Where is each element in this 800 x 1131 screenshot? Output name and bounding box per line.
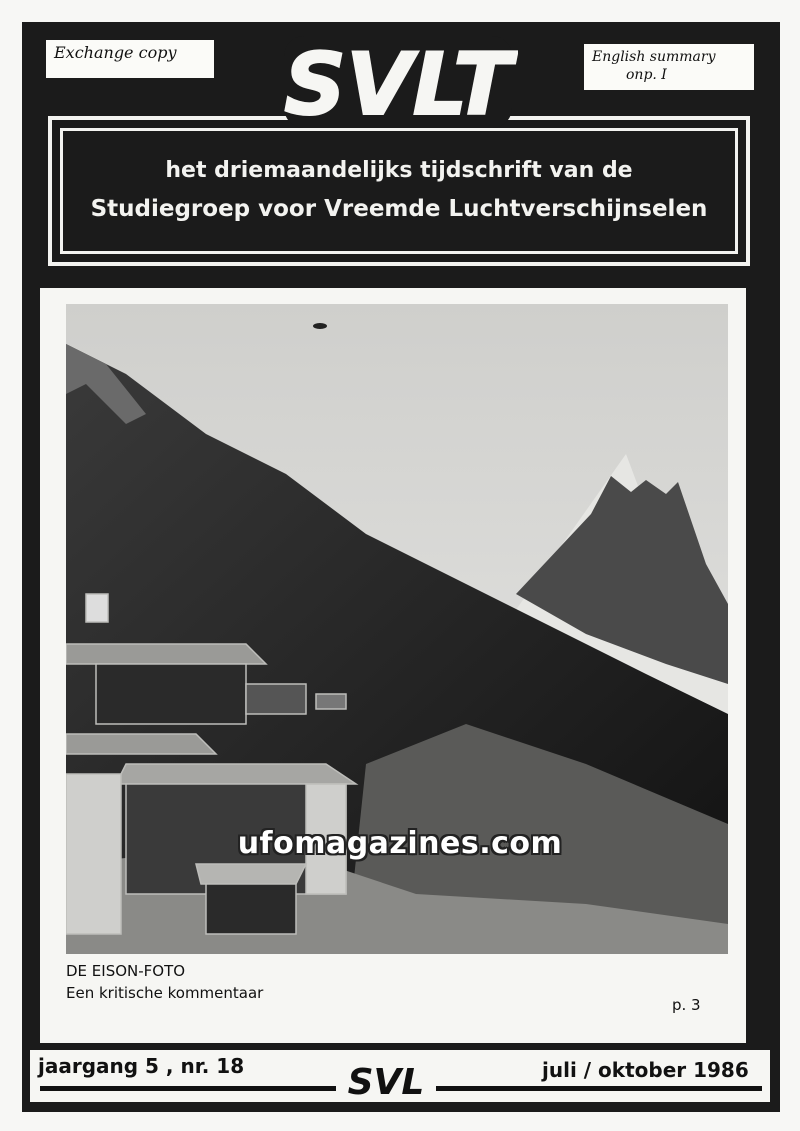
issue-date: juli / oktober 1986 bbox=[542, 1058, 749, 1082]
page-reference: p. 3 bbox=[672, 996, 701, 1014]
caption-title: DE EISON-FOTO bbox=[66, 962, 186, 980]
note-text-line1: English summary bbox=[592, 49, 716, 65]
masthead-subtitle-line1: het driemaandelijks tijdschrift van de bbox=[165, 158, 633, 183]
logo-text: SVLT bbox=[284, 35, 512, 132]
handwritten-note-summary bbox=[584, 44, 754, 90]
caption-subtitle: Een kritische kommentaar bbox=[66, 984, 264, 1002]
note-text: Exchange copy bbox=[54, 43, 177, 62]
issue-number: jaargang 5 , nr. 18 bbox=[38, 1054, 245, 1078]
watermark-text: ufomagazines.com bbox=[237, 826, 563, 861]
masthead-subtitle-line2: Studiegroep voor Vreemde Luchtverschijnselen bbox=[90, 196, 708, 222]
svl-footer-logo bbox=[336, 1058, 436, 1102]
svl-logo-text: SVL bbox=[347, 1062, 425, 1102]
handwritten-note-exchange bbox=[46, 40, 214, 78]
note-text-line2: onp. I bbox=[626, 67, 667, 83]
svlt-logo bbox=[278, 32, 518, 132]
masthead-inner-border bbox=[60, 128, 738, 254]
